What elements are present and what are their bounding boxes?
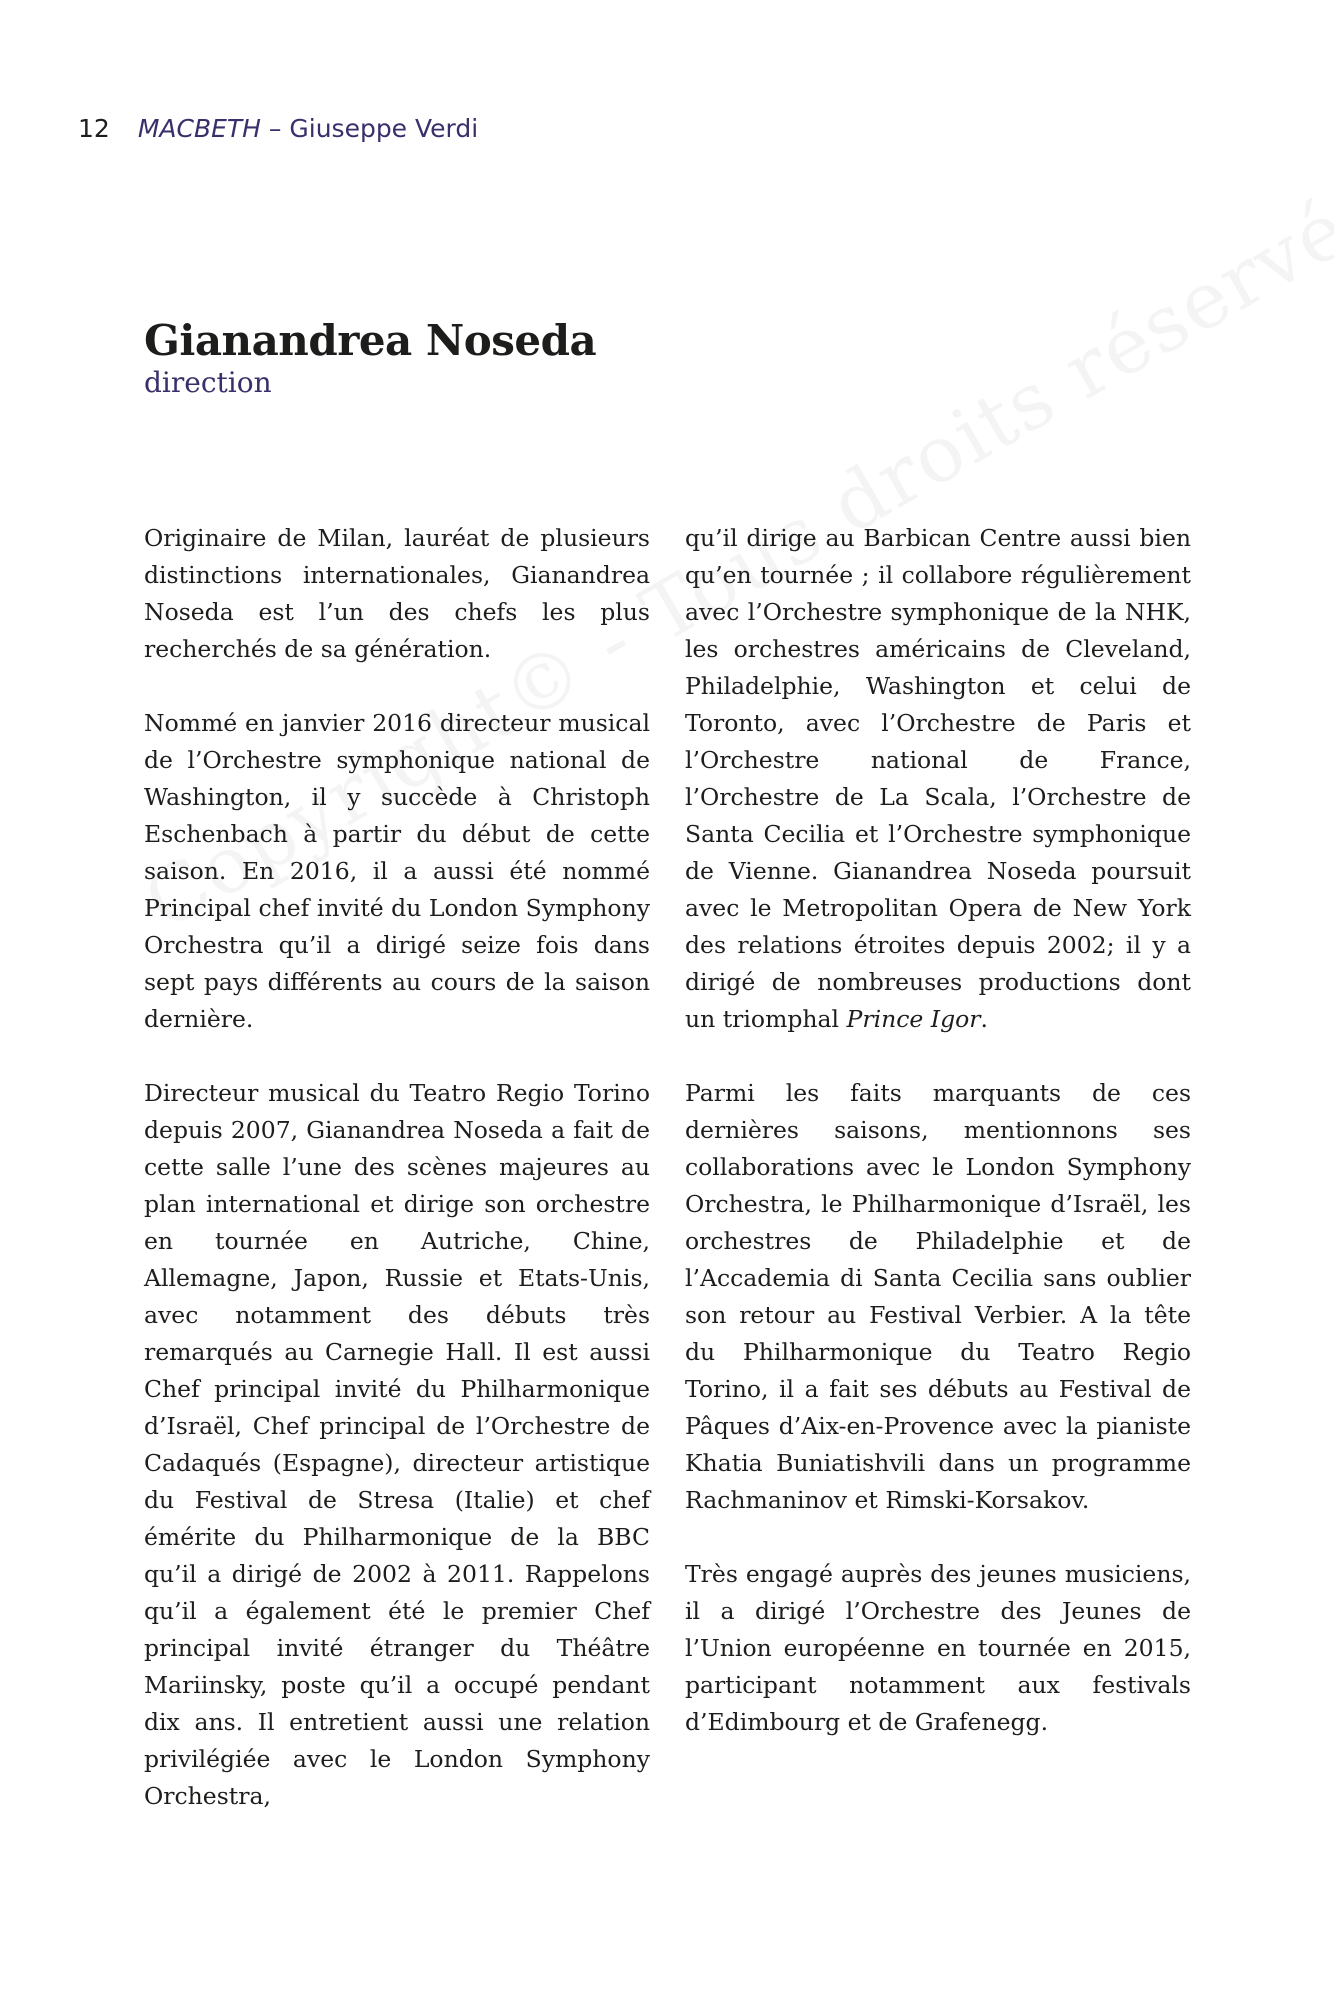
- bio-paragraph: Parmi les faits marquants de ces dernières saisons, mentionnons ses collaborations avec le London Symphony Orchestra, le Philharmonique d’Israël, les orchestres de Philadelphie et de l’Accademia di Santa Cecilia sans oublier son retour au Festival Verbier. A la tête du Philharmonique du Teatro Regio Torino, il a fait ses débuts au Festival de Pâques d’Aix-en-Provence avec la pianiste Khatia Buniatishvili dans un programme Rachmaninov et Rimski-Korsakov.: [685, 1079, 1191, 1514]
- header-separator: –: [260, 114, 290, 143]
- bio-paragraph: Directeur musical du Teatro Regio Torino depuis 2007, Gianandrea Noseda a fait de cette salle l’une des scènes majeures au plan international et dirige son orchestre en tournée en Autriche, Chine, Allemagne, Japon, Russie et Etats-Unis, avec notamment des débuts très remarqués au Carnegie Hall. Il est aussi Chef principal invité du Philharmonique d’Israël, Chef principal de l’Orchestre de Cadaqués (Espagne), directeur artistique du Festival de Stresa (Italie) et chef émérite du Philharmonique de la BBC qu’il a dirigé de 2002 à 2011. Rappelons qu’il a également été le premier Chef principal invité étranger du Théâtre Mariinsky, poste qu’il a occupé pendant dix ans. Il entretient aussi une relation privilégiée avec le London Symphony Orchestra,: [144, 1079, 650, 1810]
- bio-paragraph: Nommé en janvier 2016 directeur musical de l’Orchestre symphonique national de Washington, il y succède à Christoph Eschenbach à partir du début de cette saison. En 2016, il a aussi été nommé Principal chef invité du London Symphony Orchestra qu’il a dirigé seize fois dans sept pays différents au cours de la saison dernière.: [144, 709, 650, 1033]
- bio-paragraph: Très engagé auprès des jeunes musiciens, il a dirigé l’Orchestre des Jeunes de l’Union européenne en tournée en 2015, participant notamment aux festivals d’Edimbourg et de Grafenegg.: [685, 1560, 1191, 1736]
- composer-name: Giuseppe Verdi: [289, 114, 479, 143]
- production-title: Prince Igor: [846, 1005, 981, 1033]
- artist-role: direction: [144, 366, 272, 399]
- bio-text: qu’il dirige au Barbican Centre aussi bien qu’en tournée ; il collabore régulièrement avec l’Orchestre symphonique de la NHK, les orchestres américains de Cleveland, Philadelphie, Washington et celui de Toronto, avec l’Orchestre de Paris et l’Orchestre national de France, l’Orchestre de La Scala, l’Orchestre de Santa Cecilia et l’Orchestre symphonique de Vienne. Gianandrea Noseda poursuit avec le Metropolitan Opera de New York des relations étroites depuis 2002; il y a dirigé de nombreuses productions dont un triomphal: [685, 524, 1191, 1033]
- bio-text-end: .: [980, 1005, 988, 1033]
- bio-column-left: [144, 520, 650, 1815]
- bio-paragraph: [685, 520, 1191, 1038]
- bio-paragraph: Originaire de Milan, lauréat de plusieurs distinctions internationales, Gianandrea Noseda est l’un des chefs les plus recherchés de sa génération.: [144, 524, 650, 663]
- page-number: 12: [78, 114, 110, 143]
- work-title: MACBETH: [137, 114, 261, 143]
- bio-column-right: [685, 520, 1191, 1741]
- running-header: [78, 116, 478, 141]
- artist-name-heading: Gianandrea Noseda: [144, 316, 597, 365]
